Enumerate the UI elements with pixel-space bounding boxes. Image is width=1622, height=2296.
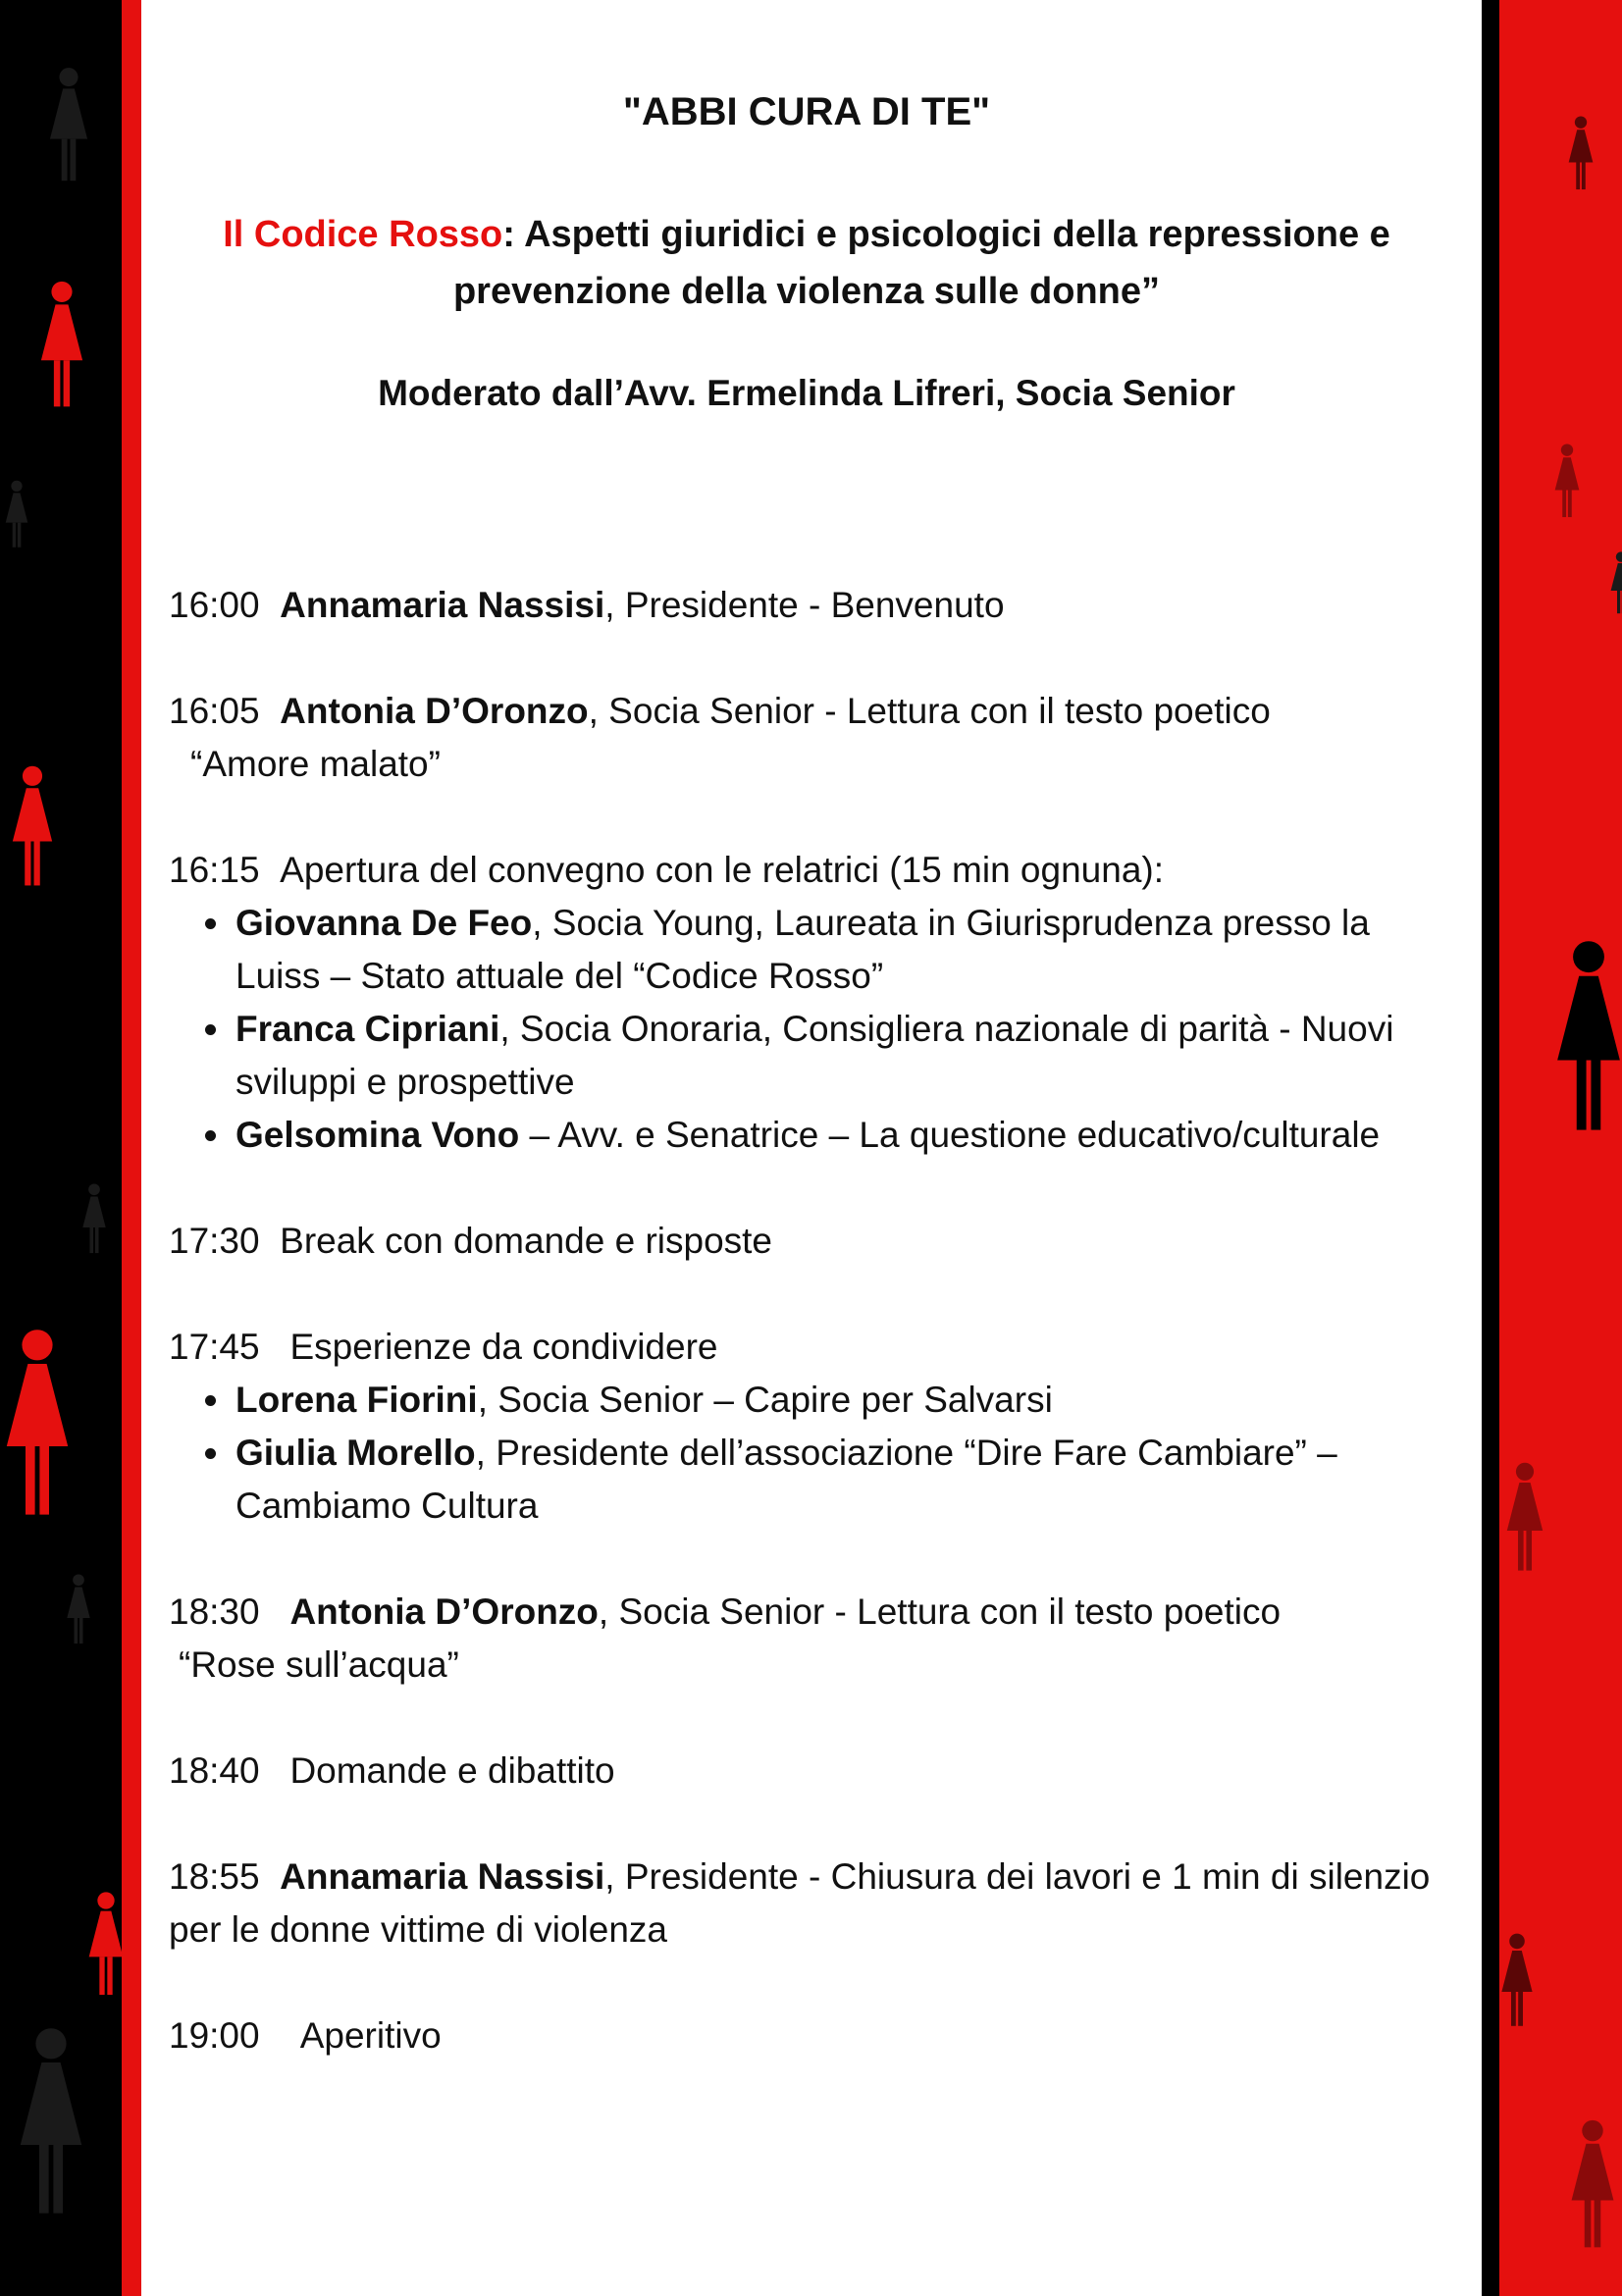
speaker-text: , Socia Young, Laureata in Giurisprudenza presso la Luiss – Stato attuale del “Codice Rosso” [235,903,1370,996]
schedule-item [169,579,1444,632]
list-item [234,1003,1444,1109]
schedule-item [169,2009,1444,2062]
woman-figure-icon [1564,116,1597,190]
speaker-name: Antonia D’Oronzo [280,691,589,731]
schedule-item [169,1851,1444,1957]
speaker-name: Giulia Morello [235,1433,476,1473]
woman-figure-icon [8,765,57,887]
speaker-name: Giovanna De Feo [235,903,533,943]
speaker-text: – Avv. e Senatrice – La questione educativo/culturale [519,1115,1381,1155]
schedule-time: 17:30 [169,1221,260,1261]
speaker-list [169,897,1444,1162]
woman-figure-icon [12,2027,90,2216]
speaker-name: Annamaria Nassisi [280,585,605,625]
woman-figure-icon [65,1574,92,1644]
schedule-text: , Presidente - Chiusura dei lavori e 1 min di silenzio per le donne vittime di violenza [169,1856,1431,1950]
schedule-text: , Socia Senior - Lettura con il testo poetico [598,1592,1282,1632]
woman-figure-icon [4,479,29,549]
schedule-time: 18:40 [169,1750,260,1791]
woman-figure-icon [35,281,88,408]
woman-figure-icon [1566,2119,1619,2249]
schedule-item [169,844,1444,1162]
subtitle-line2: prevenzione della violenza sulle donne” [452,271,1161,312]
schedule [169,579,1444,2115]
schedule-text: Apertura del convegno con le relatrici (15 min ognuna): [280,850,1165,890]
woman-figure-icon [47,61,90,188]
schedule-item [169,1586,1444,1692]
schedule-time: 16:00 [169,585,260,625]
speaker-text: , Presidente dell’associazione “Dire Fare Cambiare” – Cambiamo Cultura [235,1433,1337,1526]
subtitle-line1: : Aspetti giuridici e psicologici della repressione e [502,214,1390,255]
schedule-time: 17:45 [169,1327,260,1367]
schedule-text: Aperitivo [299,2015,442,2056]
schedule-text: Esperienze da condividere [289,1327,718,1367]
event-title: "ABBI CURA DI TE" [622,90,991,133]
speaker-name: Gelsomina Vono [235,1115,520,1155]
moderator-line: Moderato dall’Avv. Ermelinda Lifreri, Socia Senior [378,373,1235,413]
woman-figure-icon [1609,546,1622,620]
schedule-time: 16:15 [169,850,260,890]
right-black-stripe [1482,0,1499,2296]
schedule-item [169,685,1444,791]
woman-figure-icon [1550,444,1584,518]
woman-figure-icon [86,1890,126,1998]
list-item [234,1109,1444,1162]
poem-title: “Amore malato” [190,744,441,784]
speaker-name: Antonia D’Oronzo [289,1592,599,1632]
schedule-item [169,1215,1444,1268]
list-item [234,897,1444,1003]
schedule-text: , Socia Senior - Lettura con il testo poetico [588,691,1271,731]
speaker-list [169,1374,1444,1533]
speaker-text: , Socia Onoraria, Consigliera nazionale di parità - Nuovi sviluppi e prospettive [235,1009,1394,1102]
schedule-item [169,1745,1444,1798]
schedule-text: Break con domande e risposte [280,1221,773,1261]
poem-title: “Rose sull’acqua” [179,1644,459,1685]
subtitle-highlight: Il Codice Rosso [223,214,503,255]
schedule-time: 19:00 [169,2015,260,2056]
woman-figure-icon [80,1183,108,1254]
list-item [234,1427,1444,1533]
woman-figure-icon [1499,1931,1535,2029]
speaker-name: Lorena Fiorini [235,1380,478,1420]
woman-figure-icon [0,1329,75,1517]
schedule-text: , Presidente - Benvenuto [604,585,1005,625]
schedule-item [169,1321,1444,1533]
woman-figure-icon [1552,940,1622,1132]
list-item [234,1374,1444,1427]
schedule-text: Domande e dibattito [289,1750,615,1791]
speaker-name: Annamaria Nassisi [280,1856,605,1897]
speaker-name: Franca Cipriani [235,1009,500,1049]
event-subtitle [169,206,1444,320]
woman-figure-icon [1501,1462,1548,1572]
schedule-time: 18:55 [169,1856,260,1897]
schedule-time: 16:05 [169,691,260,731]
speaker-text: , Socia Senior – Capire per Salvarsi [477,1380,1053,1420]
schedule-time: 18:30 [169,1592,260,1632]
